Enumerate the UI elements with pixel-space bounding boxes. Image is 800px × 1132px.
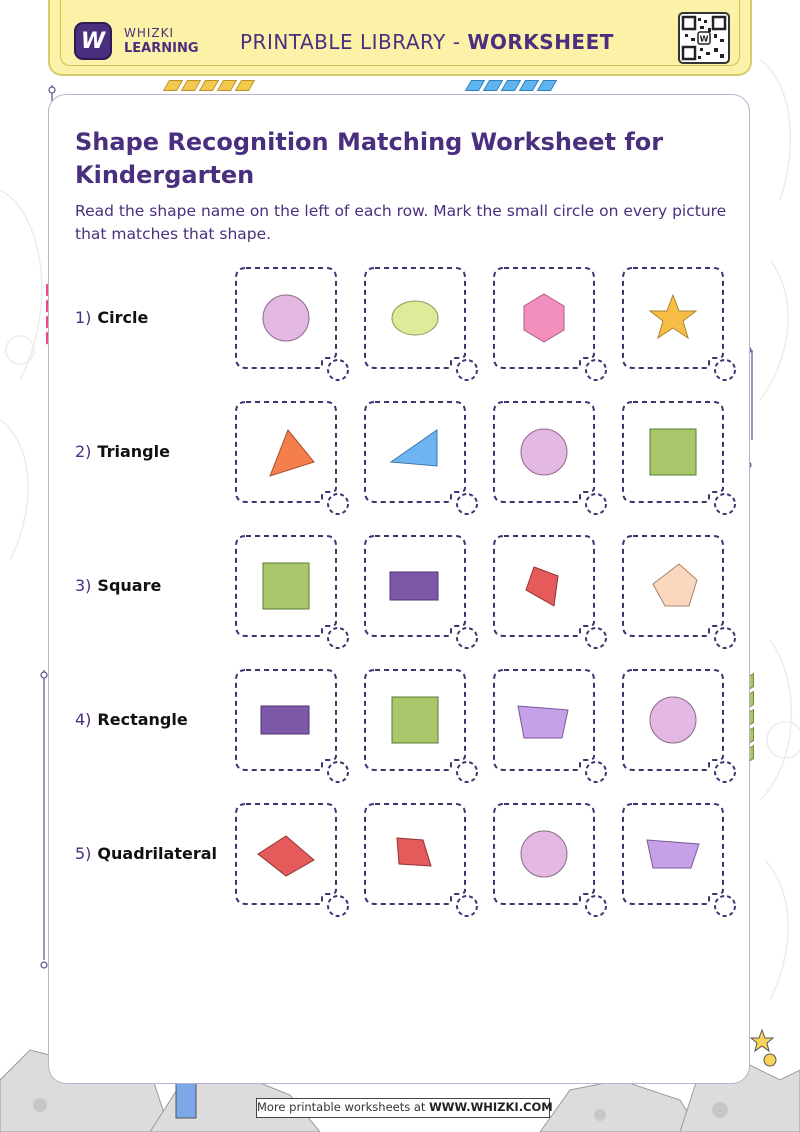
row-number: 3) bbox=[75, 576, 92, 595]
circle-shape bbox=[263, 295, 309, 341]
shape-card-circle[interactable] bbox=[621, 668, 739, 786]
answer-circle[interactable] bbox=[328, 494, 348, 514]
answer-circle[interactable] bbox=[586, 896, 606, 916]
square-shape bbox=[650, 429, 696, 475]
shape-card-triangle-orange[interactable] bbox=[234, 400, 352, 518]
shape-card-quad-red[interactable] bbox=[492, 534, 610, 652]
yellow-stripes bbox=[166, 80, 252, 91]
shape-card-pentagon-peach[interactable] bbox=[621, 534, 739, 652]
whizki-logo-icon bbox=[74, 22, 112, 60]
answer-circle[interactable] bbox=[715, 762, 735, 782]
shape-card-trapezoid-purple[interactable] bbox=[492, 668, 610, 786]
qr-code-icon bbox=[678, 12, 730, 64]
answer-circle[interactable] bbox=[715, 360, 735, 380]
answer-circle[interactable] bbox=[586, 494, 606, 514]
row-label bbox=[75, 576, 161, 595]
answer-circle[interactable] bbox=[715, 628, 735, 648]
circle-shape bbox=[650, 697, 696, 743]
answer-circle[interactable] bbox=[457, 360, 477, 380]
row-number: 2) bbox=[75, 442, 92, 461]
ellipse-shape bbox=[392, 301, 438, 335]
qr-logo-mark: W bbox=[699, 34, 709, 44]
shape-card-square[interactable] bbox=[621, 400, 739, 518]
shape-card-square[interactable] bbox=[234, 534, 352, 652]
answer-circle[interactable] bbox=[715, 494, 735, 514]
trapezoid-lilac-shape bbox=[647, 840, 699, 868]
shape-card-star[interactable] bbox=[621, 266, 739, 384]
answer-circle[interactable] bbox=[328, 628, 348, 648]
answer-circle[interactable] bbox=[586, 628, 606, 648]
shape-card-parallelogram-red[interactable] bbox=[234, 802, 352, 920]
trapezoid-purple-shape bbox=[518, 706, 568, 738]
logo-bottom-text: LEARNING bbox=[124, 41, 199, 56]
row-label bbox=[75, 442, 170, 461]
rectangle-shape bbox=[261, 706, 309, 734]
shape-card-hexagon[interactable] bbox=[492, 266, 610, 384]
footer-url[interactable]: WWW.WHIZKI.COM bbox=[429, 1100, 553, 1114]
rectangle-shape bbox=[390, 572, 438, 600]
footer-link-banner[interactable] bbox=[256, 1098, 553, 1118]
shape-card-ellipse[interactable] bbox=[363, 266, 481, 384]
row-shape-name: Quadrilateral bbox=[97, 844, 217, 863]
row-shape-name: Circle bbox=[97, 308, 149, 327]
answer-circle[interactable] bbox=[715, 896, 735, 916]
answer-circle[interactable] bbox=[457, 896, 477, 916]
blue-stripes bbox=[468, 80, 554, 91]
row-shape-name: Triangle bbox=[97, 442, 170, 461]
shape-card-rectangle[interactable] bbox=[363, 534, 481, 652]
shape-card-rectangle[interactable] bbox=[234, 668, 352, 786]
shape-card-circle[interactable] bbox=[492, 400, 610, 518]
row-number: 4) bbox=[75, 710, 92, 729]
row-shape-name: Rectangle bbox=[97, 710, 188, 729]
row-label bbox=[75, 308, 148, 327]
answer-circle[interactable] bbox=[457, 628, 477, 648]
footer-text: More printable worksheets at bbox=[257, 1100, 430, 1114]
worksheet-title: Shape Recognition Matching Worksheet for Kindergarten bbox=[75, 128, 664, 189]
row-number: 5) bbox=[75, 844, 92, 863]
row-shape-name: Square bbox=[97, 576, 162, 595]
answer-circle[interactable] bbox=[457, 762, 477, 782]
header-title-bold: WORKSHEET bbox=[467, 30, 614, 54]
header-banner bbox=[48, 0, 752, 76]
square-shape bbox=[263, 563, 309, 609]
shape-card-circle[interactable] bbox=[234, 266, 352, 384]
answer-circle[interactable] bbox=[328, 360, 348, 380]
shape-card-quad-red-small[interactable] bbox=[363, 802, 481, 920]
answer-circle[interactable] bbox=[328, 896, 348, 916]
square-shape bbox=[392, 697, 438, 743]
shape-card-triangle-blue[interactable] bbox=[363, 400, 481, 518]
worksheet-instructions: Read the shape name on the left of each row. Mark the small circle on every picture that matches that shape. bbox=[75, 202, 727, 243]
row-label bbox=[75, 710, 188, 729]
circle-shape bbox=[521, 429, 567, 475]
row-number: 1) bbox=[75, 308, 92, 327]
logo-text bbox=[124, 26, 199, 56]
logo-top-text: WHIZKI bbox=[124, 26, 175, 40]
answer-circle[interactable] bbox=[586, 762, 606, 782]
circle-shape bbox=[521, 831, 567, 877]
answer-circle[interactable] bbox=[586, 360, 606, 380]
answer-circle[interactable] bbox=[457, 494, 477, 514]
shape-card-square[interactable] bbox=[363, 668, 481, 786]
header-title-prefix: PRINTABLE LIBRARY - bbox=[240, 30, 468, 54]
header-title bbox=[240, 30, 614, 54]
row-label bbox=[75, 844, 217, 863]
shape-card-trapezoid-lilac[interactable] bbox=[621, 802, 739, 920]
shape-card-circle[interactable] bbox=[492, 802, 610, 920]
answer-circle[interactable] bbox=[328, 762, 348, 782]
logo-mark: W bbox=[80, 28, 106, 54]
